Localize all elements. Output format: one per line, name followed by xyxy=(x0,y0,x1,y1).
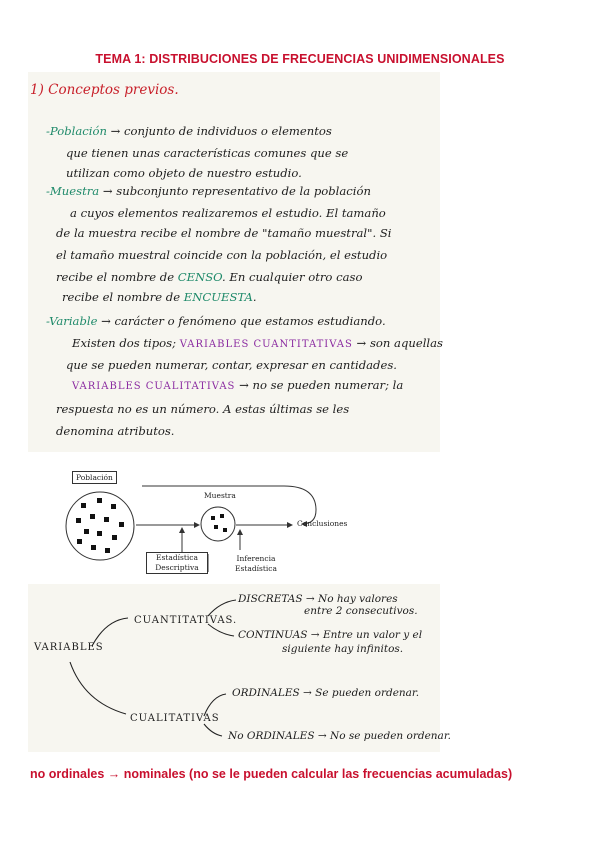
notes-line xyxy=(66,358,397,372)
notes-line xyxy=(56,424,174,438)
descriptive-statistics-box xyxy=(146,552,208,574)
notes-line xyxy=(66,146,348,160)
notes-line xyxy=(56,226,391,240)
tree-continuous: CONTINUAS → Entre un valor y el xyxy=(238,629,423,641)
section-title: 1) Conceptos previos. xyxy=(30,82,179,98)
population-label: Población xyxy=(72,471,117,484)
inferential-statistics-label xyxy=(228,554,284,574)
descriptive-line-1: Estadística xyxy=(156,553,198,562)
notes-text: Existen dos tipos; xyxy=(72,336,180,350)
footer-note: no ordinales → nominales (no se le pueden calcular las frecuencias acumuladas) xyxy=(30,767,513,781)
tree-continuous-2: siguiente hay infinitos. xyxy=(282,643,404,655)
notes-text: respuesta no es un número. A estas últimas se les xyxy=(56,402,350,416)
notes-text: → son aquellas xyxy=(352,336,443,350)
notes-line xyxy=(46,184,371,198)
notes-line xyxy=(56,270,362,284)
highlighted-term: ENCUESTA xyxy=(183,290,253,304)
tree-ordinal: ORDINALES → Se pueden ordenar. xyxy=(232,687,420,699)
tree-quantitative: CUANTITATIVAS. xyxy=(134,615,238,626)
notes-line xyxy=(62,290,257,304)
notes-text: de la muestra recibe el nombre de "tamaño muestral". Si xyxy=(56,226,392,240)
descriptive-line-2: Descriptiva xyxy=(155,563,199,572)
highlighted-term: VARIABLES CUALITATIVAS xyxy=(72,381,236,392)
notes-text: denomina atributos. xyxy=(56,424,175,438)
highlighted-term: -Variable xyxy=(46,314,98,328)
notes-line xyxy=(72,378,403,392)
tree-qualitative: CUALITATIVAS xyxy=(130,713,220,724)
notes-text: recibe el nombre de xyxy=(56,270,178,284)
notes-text: → carácter o fenómeno que estamos estudiando. xyxy=(97,314,386,328)
notes-text: utilizan como objeto de nuestro estudio. xyxy=(66,166,302,180)
notes-text: → conjunto de individuos o elementos xyxy=(106,124,332,138)
notes-line xyxy=(46,124,332,138)
notes-text: a cuyos elementos realizaremos el estudio. El tamaño xyxy=(70,206,386,220)
highlighted-term: -Muestra xyxy=(46,184,100,198)
notes-line xyxy=(46,314,386,328)
notes-text: que tienen unas características comunes que se xyxy=(66,146,349,160)
highlighted-term: VARIABLES CUANTITATIVAS xyxy=(179,339,353,350)
tree-discrete: DISCRETAS → No hay valores xyxy=(238,593,398,605)
highlighted-term: -Población xyxy=(46,124,107,138)
highlighted-term: CENSO xyxy=(177,270,222,284)
notes-text: → no se pueden numerar; la xyxy=(235,378,404,392)
notes-text: el tamaño muestral coincide con la población, el estudio xyxy=(56,248,388,262)
notes-line xyxy=(72,336,443,350)
notes-line xyxy=(56,402,349,416)
notes-line xyxy=(66,166,302,180)
notes-text: . xyxy=(252,290,257,304)
notes-text: . En cualquier otro caso xyxy=(222,270,363,284)
sample-circle xyxy=(201,507,235,541)
tree-discrete-2: entre 2 consecutivos. xyxy=(304,605,418,617)
sample-label: Muestra xyxy=(204,491,236,500)
inferential-line-1: Inferencia xyxy=(236,554,276,563)
inferential-line-2: Estadística xyxy=(235,564,277,573)
notes-text: recibe el nombre de xyxy=(62,290,184,304)
conclusions-label: Conclusiones xyxy=(297,519,348,528)
tree-non-ordinal: No ORDINALES → No se pueden ordenar. xyxy=(228,730,452,742)
notes-text: que se pueden numerar, contar, expresar en cantidades. xyxy=(66,358,397,372)
page-title: TEMA 1: DISTRIBUCIONES DE FRECUENCIAS UNIDIMENSIONALES xyxy=(95,52,505,66)
notes-line xyxy=(70,206,386,220)
notes-line xyxy=(56,248,387,262)
notes-text: → subconjunto representativo de la población xyxy=(99,184,371,198)
tree-variables: VARIABLES xyxy=(34,642,104,653)
